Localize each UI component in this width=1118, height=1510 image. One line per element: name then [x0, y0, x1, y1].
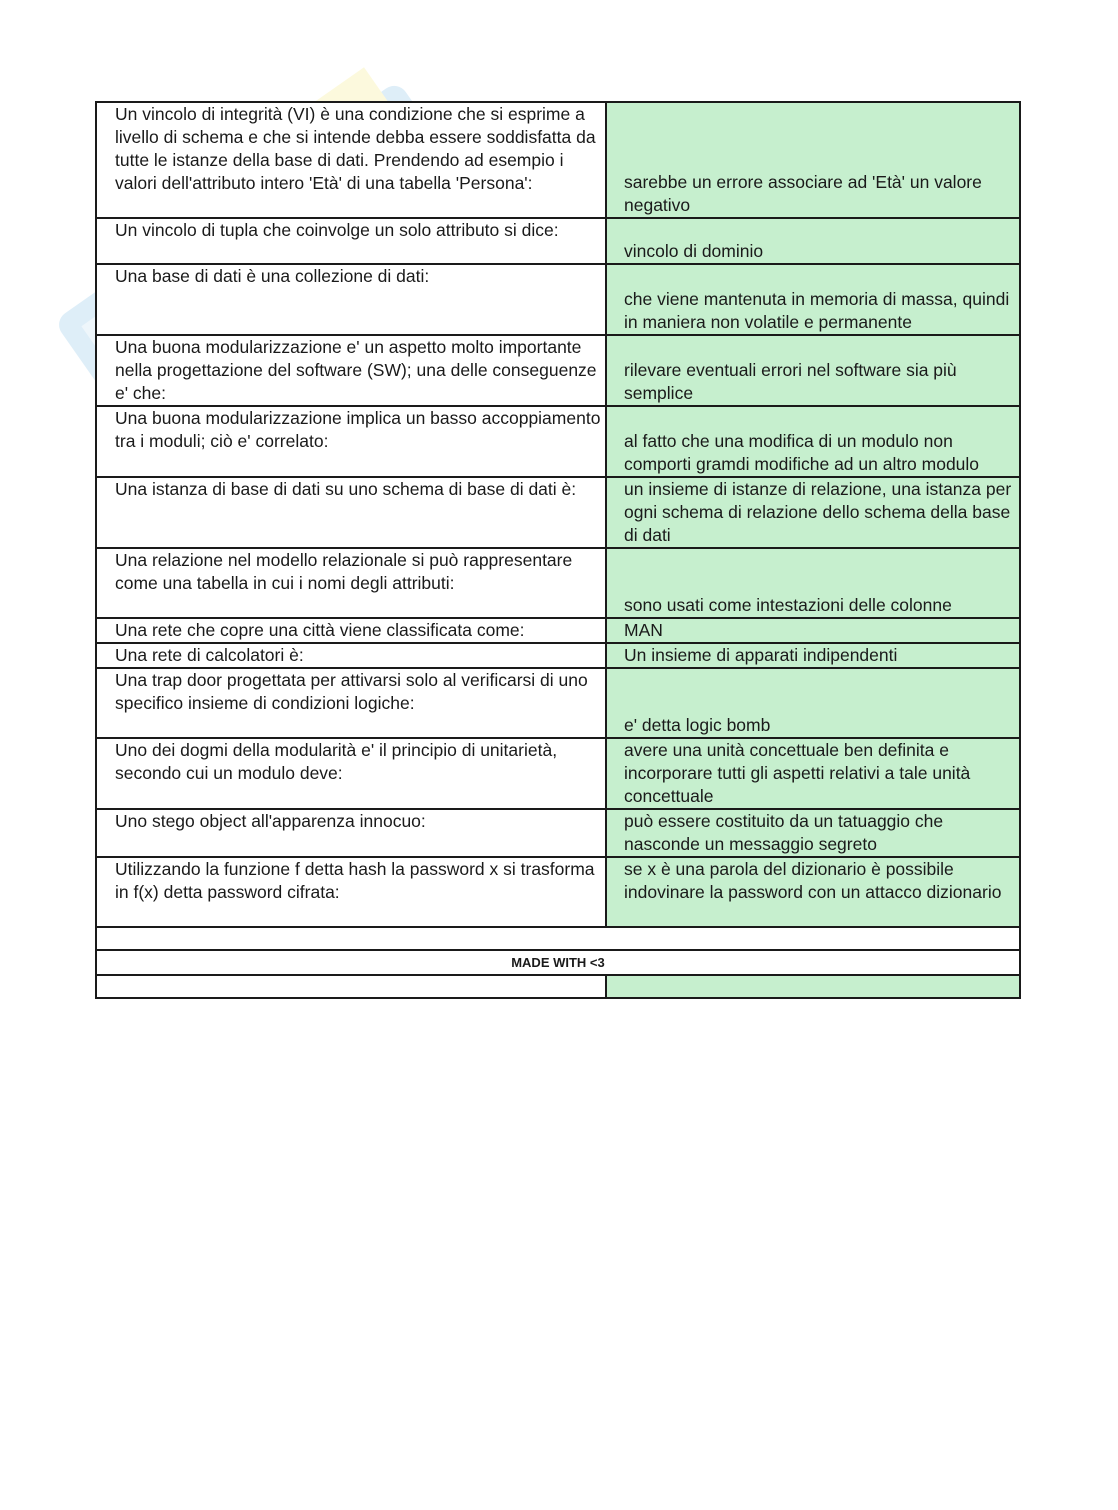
question-cell: Uno dei dogmi della modularità e' il principio di unitarietà, secondo cui un modulo deve: — [96, 738, 606, 809]
footer-label: MADE WITH <3 — [96, 950, 1020, 975]
answer-cell: che viene mantenuta in memoria di massa, quindi in maniera non volatile e permanente — [606, 264, 1020, 335]
question-cell: Una relazione nel modello relazionale si può rappresentare come una tabella in cui i nomi degli attributi: — [96, 548, 606, 618]
question-cell: Una rete che copre una città viene classificata come: — [96, 618, 606, 643]
question-cell: Una istanza di base di dati su uno schema di base di dati è: — [96, 477, 606, 548]
table-row — [96, 618, 1020, 643]
blank-answer-cell — [606, 975, 1020, 998]
answer-cell: sarebbe un errore associare ad 'Età' un valore negativo — [606, 102, 1020, 218]
blank-row — [96, 975, 1020, 998]
question-cell: Uno stego object all'apparenza innocuo: — [96, 809, 606, 857]
answer-cell: sono usati come intestazioni delle colonne — [606, 548, 1020, 618]
table-row — [96, 406, 1020, 477]
answer-cell: può essere costituito da un tatuaggio che nasconde un messaggio segreto — [606, 809, 1020, 857]
answer-cell: al fatto che una modifica di un modulo non comporti gramdi modifiche ad un altro modulo — [606, 406, 1020, 477]
question-cell: Una rete di calcolatori è: — [96, 643, 606, 668]
question-cell: Una buona modularizzazione e' un aspetto molto importante nella progettazione del software (SW); una delle conseguenze e' che: — [96, 335, 606, 406]
blank-cell — [96, 927, 1020, 950]
question-cell: Una base di dati è una collezione di dati: — [96, 264, 606, 335]
table-row — [96, 548, 1020, 618]
question-cell: Una trap door progettata per attivarsi solo al verificarsi di uno specifico insieme di condizioni logiche: — [96, 668, 606, 738]
answer-cell: avere una unità concettuale ben definita e incorporare tutti gli aspetti relativi a tale unità concettuale — [606, 738, 1020, 809]
table-row — [96, 264, 1020, 335]
table-row — [96, 668, 1020, 738]
table-row — [96, 643, 1020, 668]
table-row — [96, 857, 1020, 927]
table-row — [96, 335, 1020, 406]
question-cell: Utilizzando la funzione f detta hash la password x si trasforma in f(x) detta password cifrata: — [96, 857, 606, 927]
table-row — [96, 477, 1020, 548]
qa-table — [95, 101, 1021, 999]
blank-row — [96, 927, 1020, 950]
question-cell: Una buona modularizzazione implica un basso accoppiamento tra i moduli; ciò e' correlato: — [96, 406, 606, 477]
footer-row — [96, 950, 1020, 975]
answer-cell: e' detta logic bomb — [606, 668, 1020, 738]
answer-cell: Un insieme di apparati indipendenti — [606, 643, 1020, 668]
answer-cell: vincolo di dominio — [606, 218, 1020, 264]
question-cell: Un vincolo di tupla che coinvolge un solo attributo si dice: — [96, 218, 606, 264]
answer-cell: se x è una parola del dizionario è possibile indovinare la password con un attacco dizionario — [606, 857, 1020, 927]
answer-cell: un insieme di istanze di relazione, una istanza per ogni schema di relazione dello schema della base di dati — [606, 477, 1020, 548]
answer-cell: rilevare eventuali errori nel software sia più semplice — [606, 335, 1020, 406]
answer-cell: MAN — [606, 618, 1020, 643]
table-row — [96, 102, 1020, 218]
table-row — [96, 218, 1020, 264]
table-row — [96, 738, 1020, 809]
table-row — [96, 809, 1020, 857]
blank-cell — [96, 975, 606, 998]
question-cell: Un vincolo di integrità (VI) è una condizione che si esprime a livello di schema e che si intende debba essere soddisfatta da tutte le istanze della base di dati. Prendendo ad esempio i valori dell'attributo intero 'Età' di una tabella 'Persona': — [96, 102, 606, 218]
